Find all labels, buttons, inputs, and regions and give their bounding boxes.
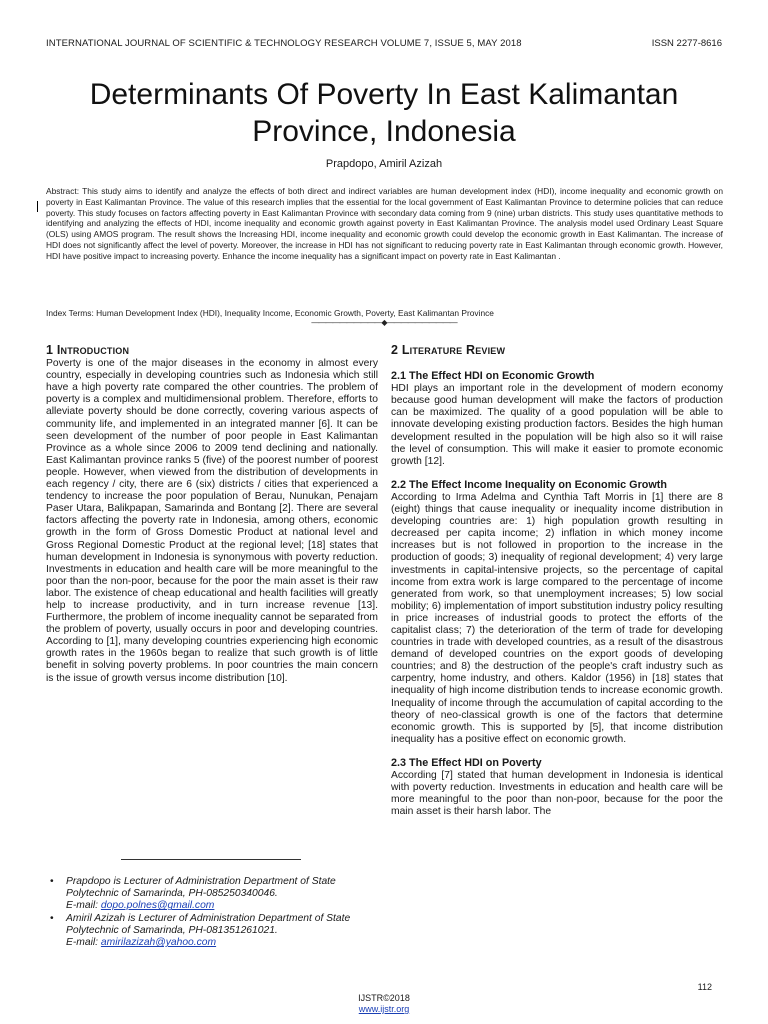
journal-header: INTERNATIONAL JOURNAL OF SCIENTIFIC & TECHNOLOGY RESEARCH VOLUME 7, ISSUE 5, MAY 2018 — [46, 38, 522, 49]
page-footer — [0, 993, 768, 1015]
left-column — [46, 344, 378, 685]
author-footnotes — [50, 876, 375, 949]
copyright-label: IJSTR©2018 — [358, 993, 410, 1003]
literature-review-heading: 2 Literature Review — [391, 343, 506, 357]
section-2-3-body: According [7] stated that human development in Indonesia is identical with poverty reduction. Investments in education and health care will be more meaningful to the poor than non-poor, because for the poor the main asset is their harsh labor. The — [391, 770, 723, 818]
footnote-text: Prapdopo is Lecturer of Administration Department of State Polytechnic of Samarinda, PH-085250340046. — [66, 876, 336, 900]
right-column — [391, 344, 723, 818]
section-2-1-title: 2.1 The Effect HDI on Economic Growth — [391, 370, 595, 383]
section-divider: ——————————◆—————————— — [311, 318, 457, 327]
section-2-1-body: HDI plays an important role in the development of modern economy because good human development will make the factors of production can be maximized. The quality of a good population will be able to innovate developing existing production factors. Besides the high human development resulted in the population will be high also so it will raise the level of consumption. This will make it easier to promote economic growth [12]. — [391, 383, 723, 467]
email-link[interactable]: dopo.polnes@gmail.com — [100, 900, 215, 912]
website-link[interactable]: www.ijstr.org — [358, 1004, 410, 1014]
section-2-3-title: 2.3 The Effect HDI on Poverty — [391, 756, 542, 769]
email-label: E-mail: — [66, 937, 101, 949]
footnote-item — [50, 913, 375, 950]
introduction-heading: 1 Introduction — [46, 343, 130, 357]
page-number: 112 — [697, 982, 712, 992]
paper-title: Determinants Of Poverty In East Kalimantan Province, Indonesia — [89, 78, 679, 148]
footnote-item — [50, 876, 375, 913]
section-2-2-body: According to Irma Adelma and Cynthia Taft Morris in [1] there are 8 (eight) things that cause inequality or inequality income distribution in developing countries are: 1) high population growth resulting in decreased per capita income; 2) inflation in which money income increases but is not followed in proportion to the increase in the production of goods; 3) inequality of regional development; 4) very large investments in capital-intensive projects, so the percentage of capital income from extra work is large compared to the percentage of income generated from work, so that unemployment increases; 5) low social mobility; 6) implementation of import substitution industry policy resulting in price increases of industrial goods to protect the efforts of the capitalist class; 7) the deterioration of the term of trade for developing countries in trade with developed countries, as a result of the disastrous demand of developed countries on the export goods of developing countries; and 8) the destruction of the people's craft industry such as carpentry, home industry, and others. Kaldor (1956) in [18] states that inequality of high income distribution tends to increase economic growth. Inequality of income through the accumulation of capital according to the theory of neo-classical growth is one of the factors that determine economic growth. This is supported by [5], that income distribution inequality has a positive effect on economic growth. — [391, 491, 723, 745]
index-terms: Index Terms: Human Development Index (HDI), Inequality Income, Economic Growth, Poverty, East Kalimantan Province — [46, 308, 494, 318]
paper-authors: Prapdopo, Amiril Azizah — [325, 158, 443, 170]
issn-label: ISSN 2277-8616 — [651, 38, 722, 49]
section-2-2-title: 2.2 The Effect Income Inequality on Economic Growth — [391, 478, 667, 491]
footnote-rule — [121, 859, 301, 860]
introduction-body: Poverty is one of the major diseases in the economy in almost every country, especially in developing countries such as Indonesia which still have a high poverty rate compared the other countries. The problem of poverty is a complex and multidimensional problem. Therefore, efforts to alleviate poverty should be done correctly, covering various aspects of community life, and implemented in an integrated manner [6]. It can be seen development of the number of poor people in East Kalimantan Province as a whole since 2006 to 2009 tend declining and nationally. East Kalimantan province ranks 5 (five) of the poorest number of poorest people. However, when viewed from the distribution of developments in each regency / city, there are 6 (six) districts / cities that experienced a tendency to increase the poor population of Berau, Nunukan, Penajam Paser Utara, Balikpapan, Samarinda and Bontang [2]. There are several factors affecting the poverty rate in Indonesia, among others, economic growth in the form of Gross Domestic Product at national level and Gross Regional Domestic Product at the regional level; [18] states that human development in Indonesia is synonymous with poverty reduction. Investments in education and health care will be more meaningful to the poor than the non-poor, because for the poor the main asset is their raw labor. The existence of cheap educational and health facilities will greatly help to increase productivity, and in turn increase revenue [13]. Furthermore, the problem of income inequality cannot be separated from the problem of poverty, usually occurs in poor and developing countries. According to [1], many developing countries experiencing high economic growth rates in the 1960s began to realize that such growth is of little benefit in solving poverty problems. In poor countries the main concern is the issue of growth versus income distribution [10]. — [46, 358, 378, 684]
footnote-text: Amiril Azizah is Lecturer of Administration Department of State Polytechnic of Samarinda, PH-081351261021. — [66, 912, 351, 936]
email-label: E-mail: — [66, 900, 101, 912]
email-link[interactable]: amirilazizah@yahoo.com — [100, 937, 217, 949]
text-cursor — [37, 201, 38, 212]
abstract: Abstract: This study aims to identify and analyze the effects of both direct and indirect variables are human development index (HDI), income inequality and economic growth on poverty in East Kalimantan Province. The value of this research implies that the essential for the local government of East Kalimantan Province to determine policies that can reduce poverty. This study focuses on factors affecting poverty in East Kalimantan Province with secondary data coming from 9 (nine) urban districts. This study uses quantitative methods to identifying and analyzing the effects of HDI, income inequality and economic growth against poverty in East Kalimantan Province. The analysis model used Ordinary Least Square (OLS) using AMOS program. The result shows the Increasing HDI, income inequality and economic growth could develop the economic growth in East Kalimantan. The increase of HDI does not significantly affect the level of poverty. Moreover, the increase in HDI has not significant to reducing poverty rate in East Kalimantan through economic growth. However, HDI have positive impact to increasing poverty. Enhance the income inequality has a significant impact on poverty rate in East Kalimantan . — [46, 186, 723, 261]
